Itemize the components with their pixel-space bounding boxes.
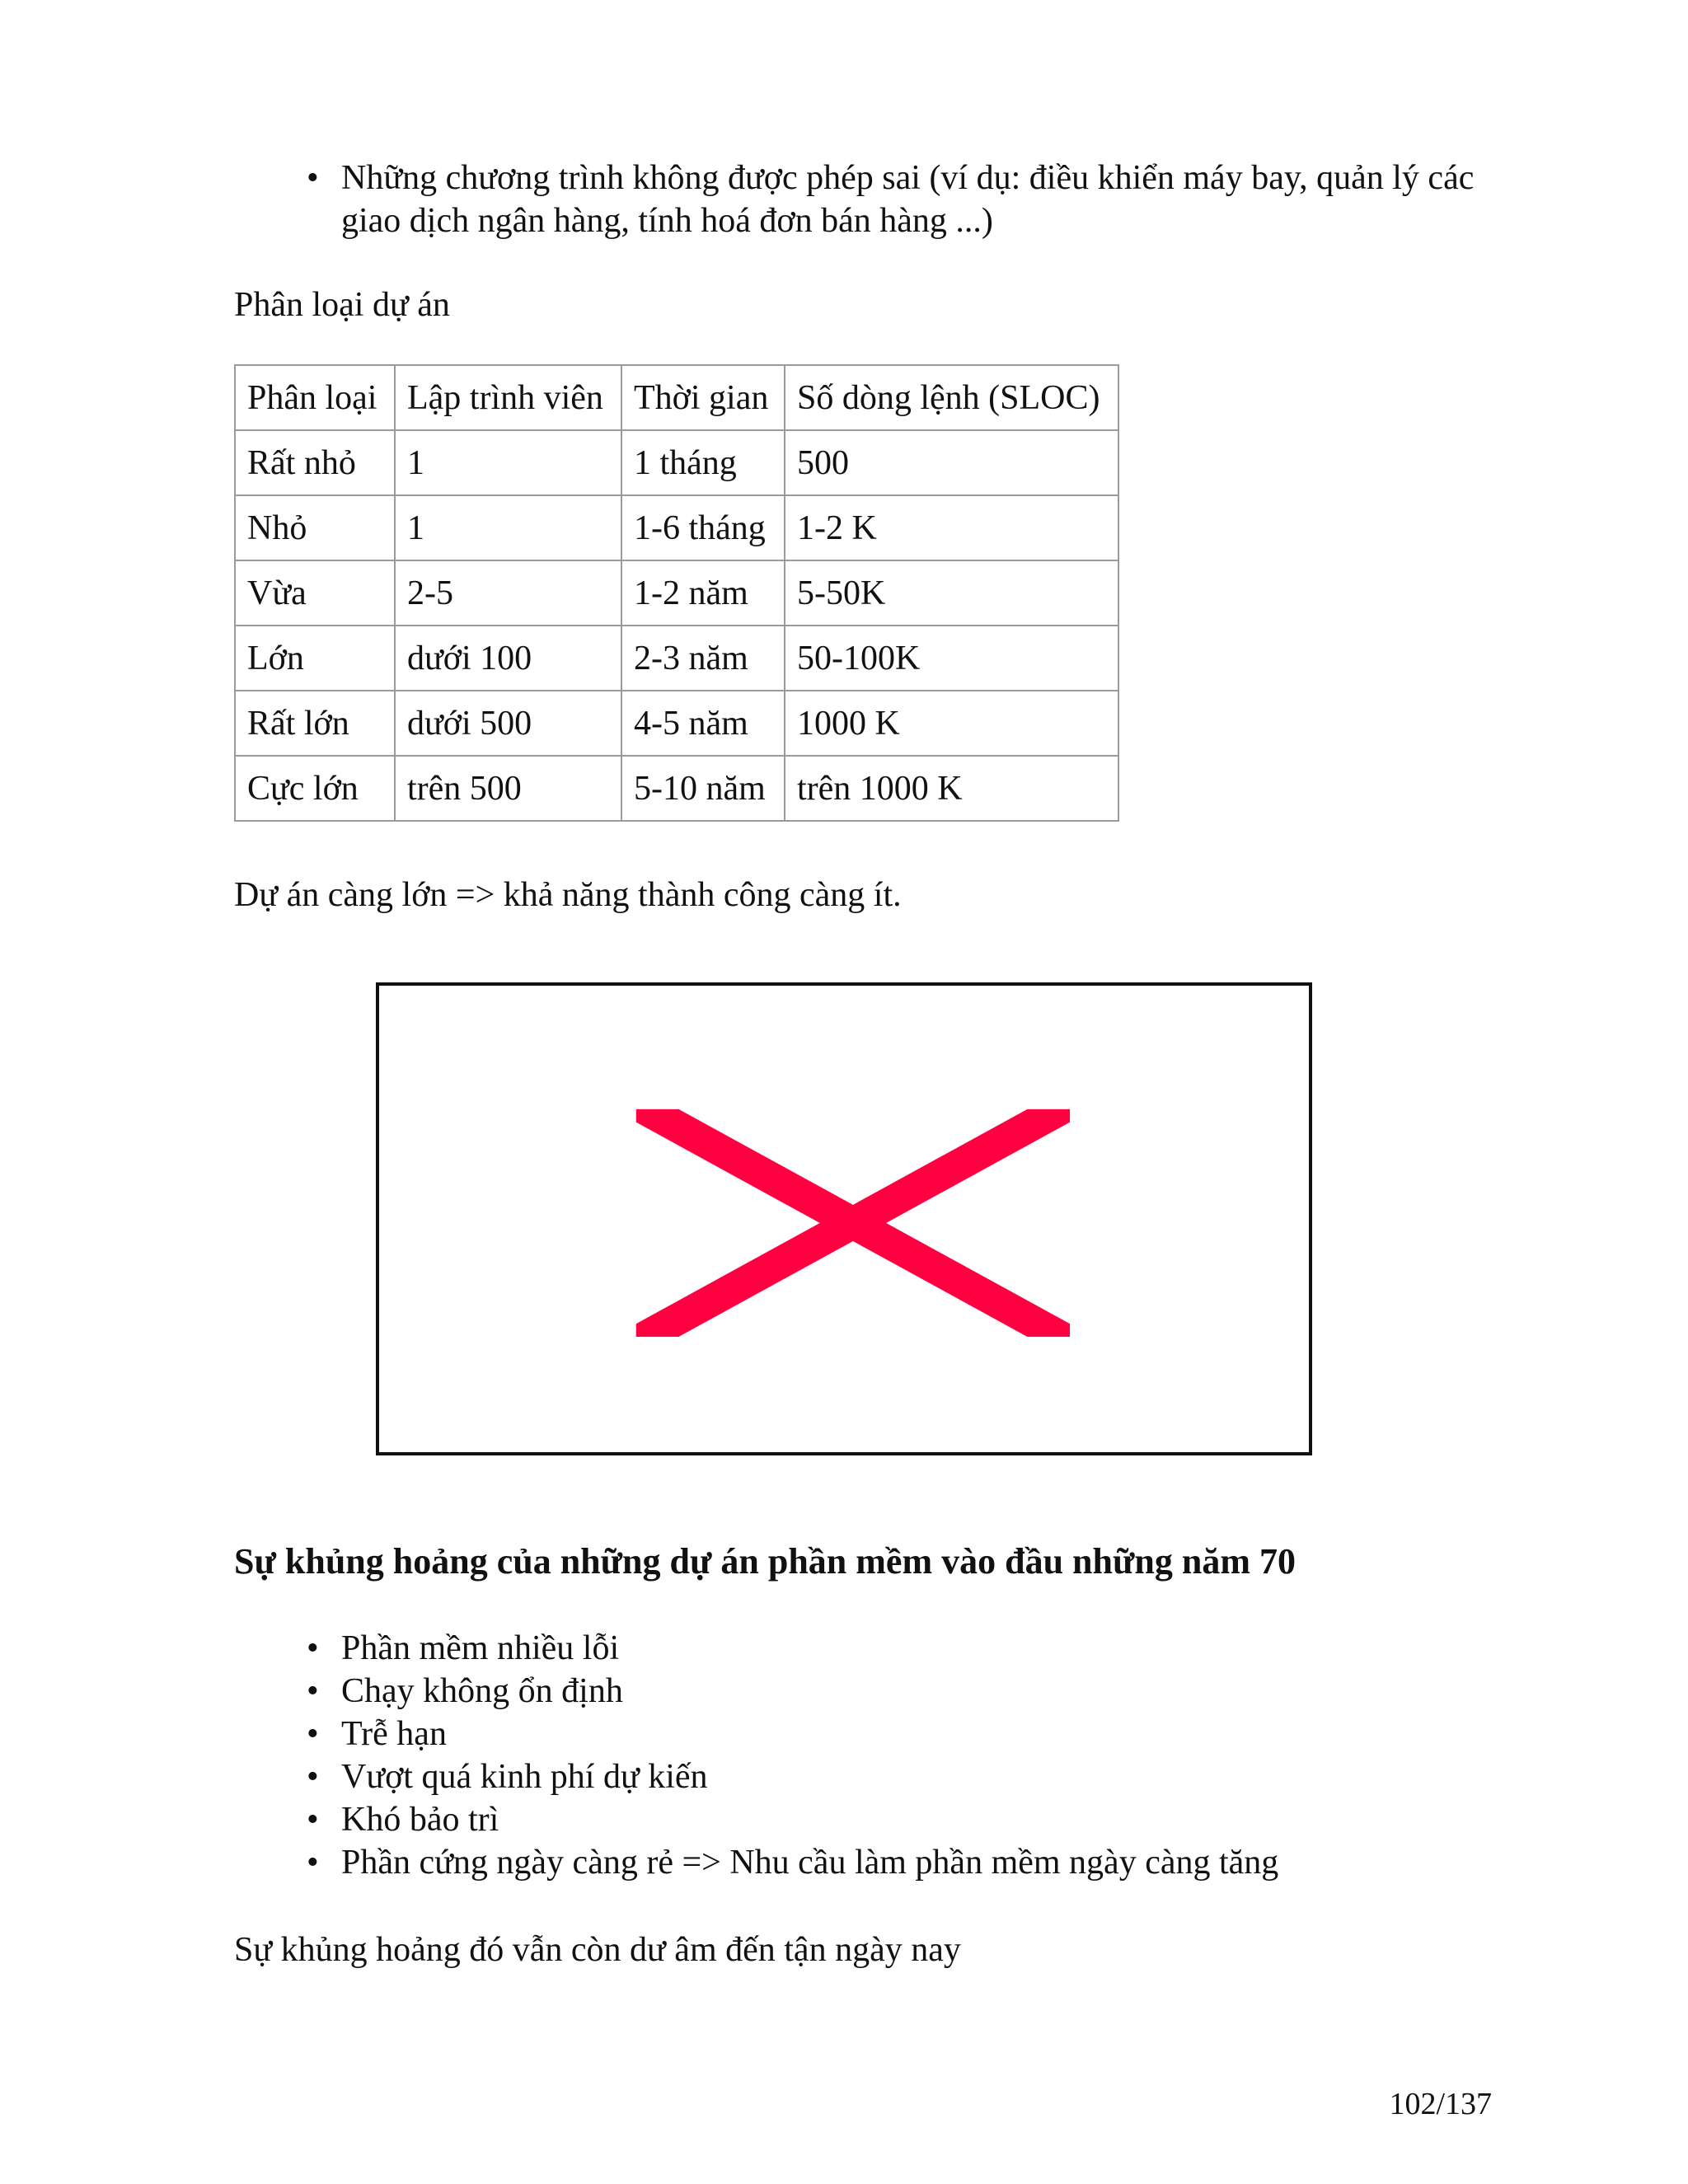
table-row xyxy=(235,560,1118,626)
column-header: Số dòng lệnh (SLOC) xyxy=(785,365,1118,430)
table-cell: 1 tháng xyxy=(621,430,785,495)
table-cell: trên 500 xyxy=(395,756,621,821)
project-classification-table xyxy=(234,364,1119,822)
table-cell: 500 xyxy=(785,430,1118,495)
list-item: • Phần cứng ngày càng rẻ => Nhu cầu làm phần mềm ngày càng tăng xyxy=(307,1841,1477,1884)
table-row xyxy=(235,691,1118,756)
table-cell: 50-100K xyxy=(785,626,1118,691)
table-cell: Nhỏ xyxy=(235,495,395,560)
page-number: 102/137 xyxy=(1389,2087,1492,2121)
table-cell: Vừa xyxy=(235,560,395,626)
column-header: Phân loại xyxy=(235,365,395,430)
list-item: • Trễ hạn xyxy=(307,1713,1477,1755)
table-cell: 1-2 năm xyxy=(621,560,785,626)
table-header-row xyxy=(235,365,1118,430)
table-row xyxy=(235,430,1118,495)
classification-title: Phân loại dự án xyxy=(234,286,450,324)
list-item: • Chạy không ổn định xyxy=(307,1670,1477,1713)
crisis-heading: Sự khủng hoảng của những dự án phần mềm vào đầu những năm 70 xyxy=(234,1541,1296,1582)
red-x-icon xyxy=(379,986,1309,1452)
table-cell: trên 1000 K xyxy=(785,756,1118,821)
table-cell: 1-2 K xyxy=(785,495,1118,560)
table-cell: 1-6 tháng xyxy=(621,495,785,560)
table-row xyxy=(235,756,1118,821)
table-row xyxy=(235,626,1118,691)
column-header: Lập trình viên xyxy=(395,365,621,430)
list-item: • Những chương trình không được phép sai (ví dụ: điều khiển máy bay, quản lý các giao dịch ngân hàng, tính hoá đơn bán hàng ...) xyxy=(307,157,1477,242)
list-item: • Vượt quá kinh phí dự kiến xyxy=(307,1755,1477,1798)
table-cell: 5-50K xyxy=(785,560,1118,626)
table-cell: 1 xyxy=(395,495,621,560)
column-header: Thời gian xyxy=(621,365,785,430)
table-cell: 4-5 năm xyxy=(621,691,785,756)
crisis-bullet-list xyxy=(307,1627,1477,1884)
closing-line: Sự khủng hoảng đó vẫn còn dư âm đến tận ngày nay xyxy=(234,1931,961,1969)
table-cell: dưới 500 xyxy=(395,691,621,756)
table-cell: 1000 K xyxy=(785,691,1118,756)
intro-bullet-list xyxy=(307,157,1477,242)
table-cell: dưới 100 xyxy=(395,626,621,691)
list-item: • Khó bảo trì xyxy=(307,1798,1477,1841)
table-cell: 5-10 năm xyxy=(621,756,785,821)
table-cell: 2-5 xyxy=(395,560,621,626)
table-cell: Rất nhỏ xyxy=(235,430,395,495)
table-cell: 1 xyxy=(395,430,621,495)
table-cell: Lớn xyxy=(235,626,395,691)
missing-image-placeholder xyxy=(376,982,1312,1455)
list-item: • Phần mềm nhiều lỗi xyxy=(307,1627,1477,1670)
table-cell: Rất lớn xyxy=(235,691,395,756)
table-cell: 2-3 năm xyxy=(621,626,785,691)
summary-line: Dự án càng lớn => khả năng thành công càng ít. xyxy=(234,876,902,914)
table-cell: Cực lớn xyxy=(235,756,395,821)
table-row xyxy=(235,495,1118,560)
